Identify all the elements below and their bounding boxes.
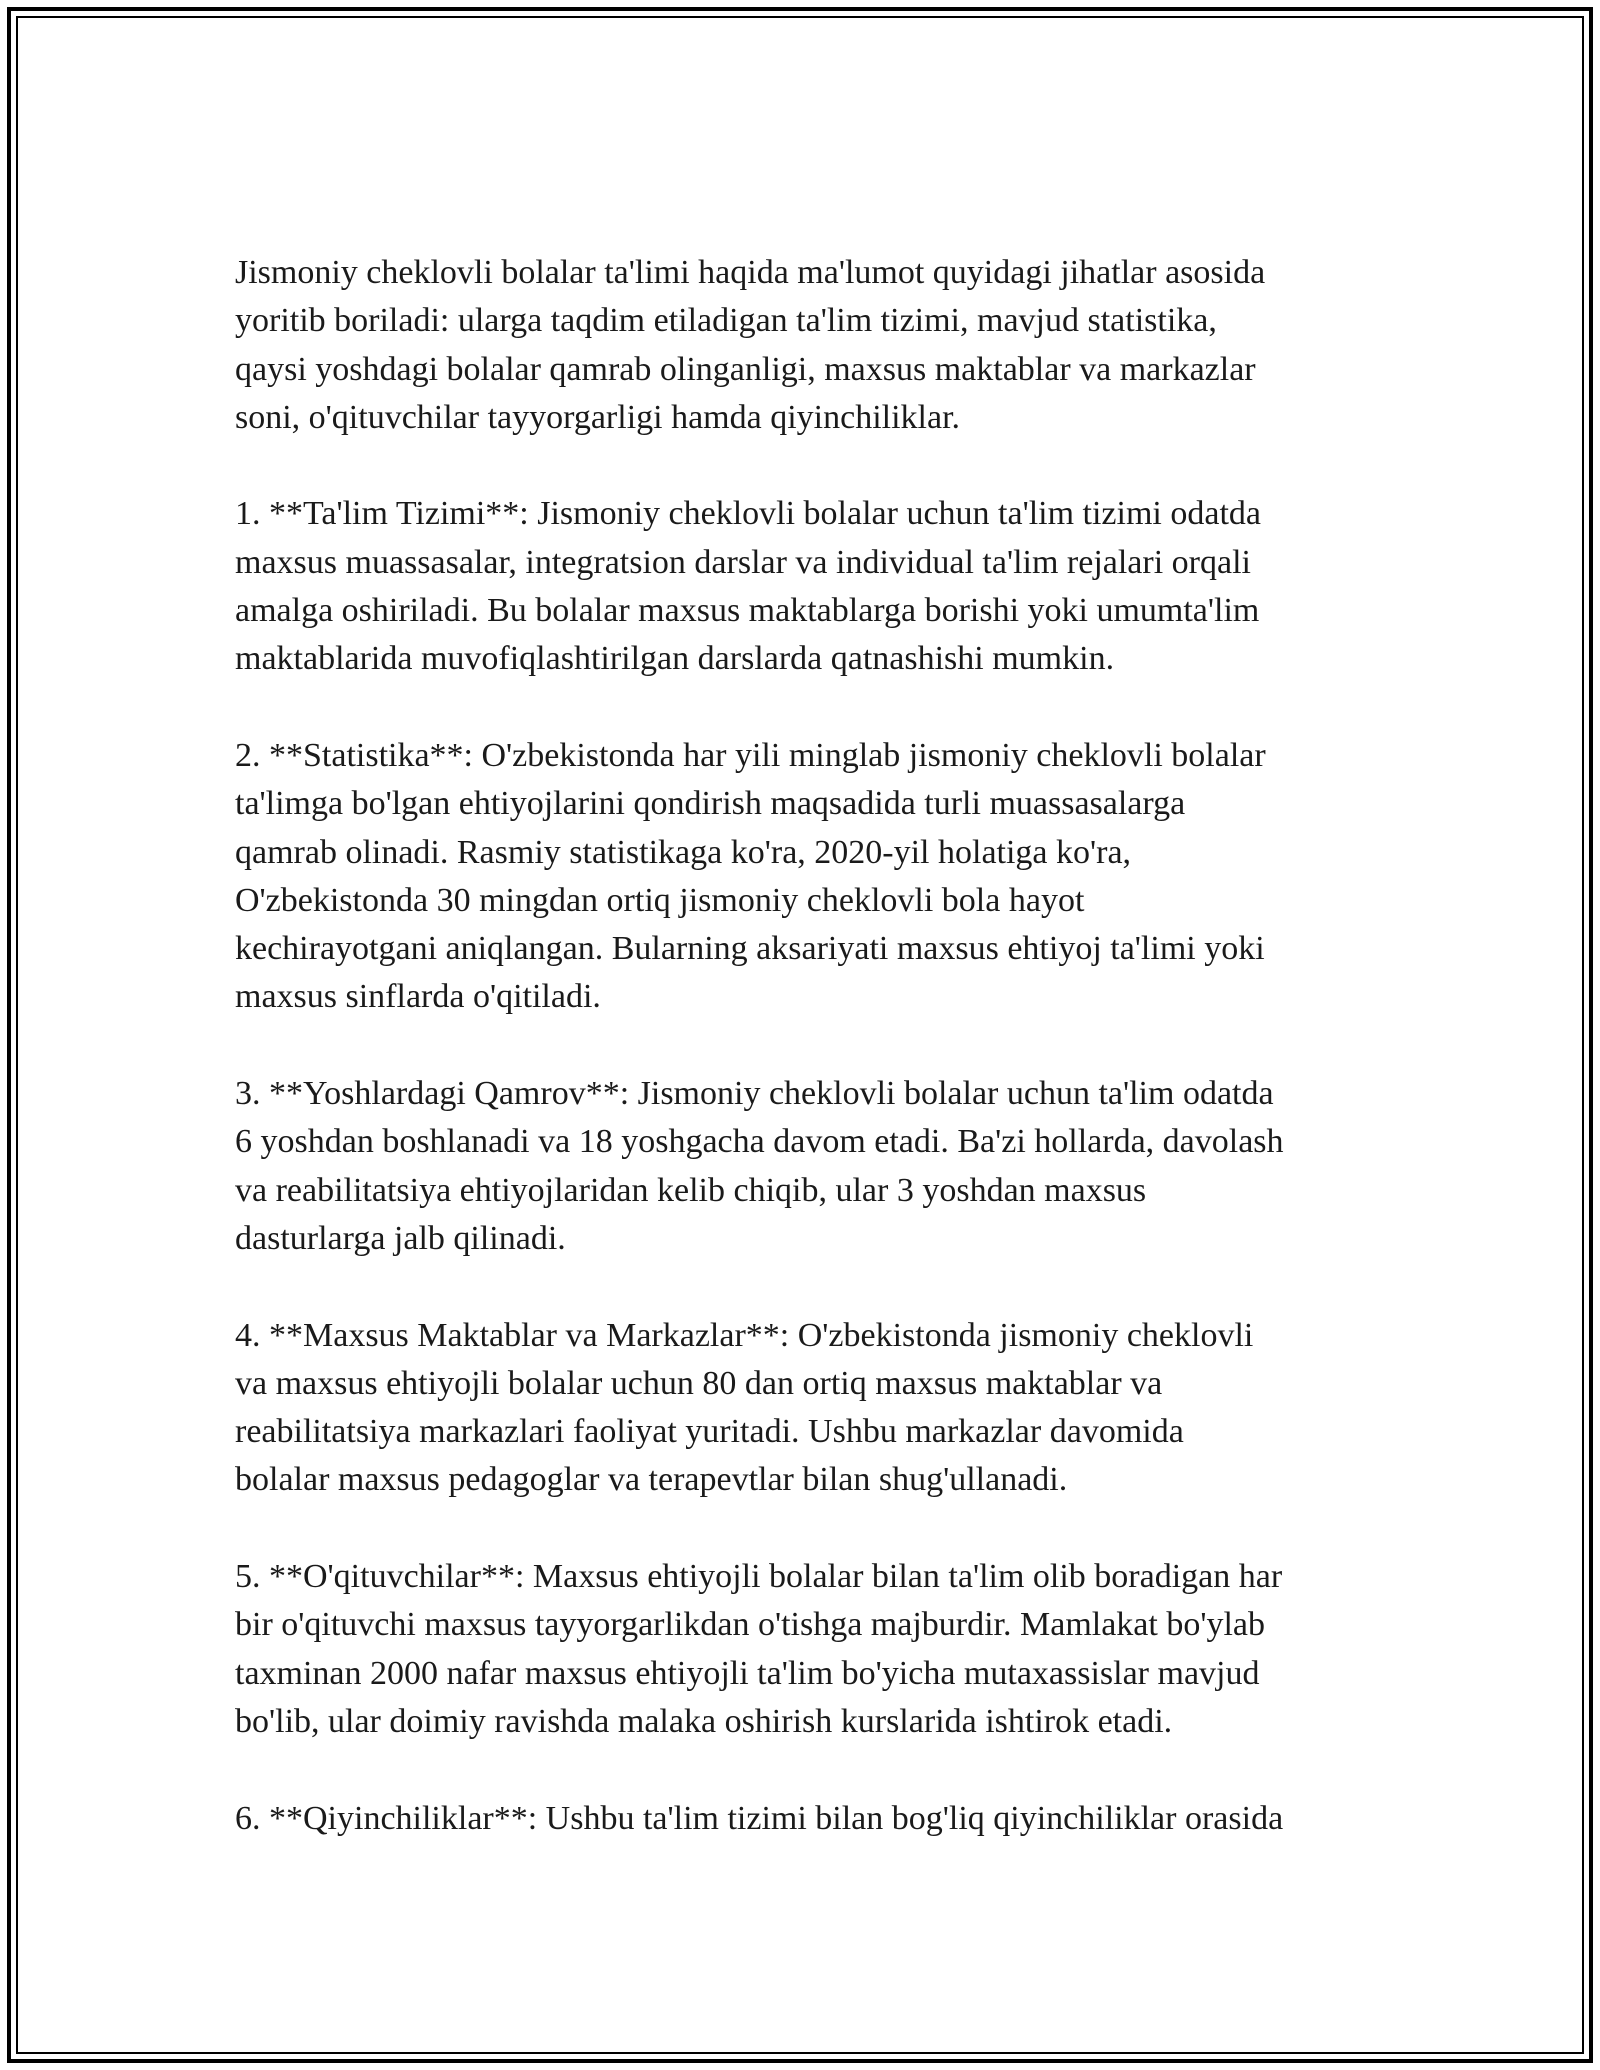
section-yoshlardagi-qamrov: 3. **Yoshlardagi Qamrov**: Jismoniy cheklovli bolalar uchun ta'lim odatda 6 yoshdan boshlanadi va 18 yoshgacha davom etadi. Ba'zi hollarda, davolash va reabilitatsiya ehtiyojlaridan kelib chiqib, ular 3 yoshdan maxsus dasturlarga jalb qilinadi. bbox=[235, 1075, 1284, 1257]
section-maxsus-maktablar: 4. **Maxsus Maktablar va Markazlar**: O'zbekistonda jismoniy cheklovli va maxsus ehtiyojli bolalar uchun 80 dan ortiq maxsus maktablar va reabilitatsiya markazlari faoliyat yuritadi. Ushbu markazlar davomida bolalar maxsus pedagoglar va terapevtlar bilan shug'ullanadi. bbox=[235, 1316, 1254, 1499]
intro-paragraph: Jismoniy cheklovli bolalar ta'limi haqida ma'lumot quyidagi jihatlar asosida yoritib boriladi: ularga taqdim etiladigan ta'lim tizimi, mavjud statistika, qaysi yoshdagi bolalar qamrab olinganligi, maxsus maktablar va markazlar soni, o'qituvchilar tayyorgarligi hamda qiyinchiliklar. bbox=[235, 254, 1266, 436]
section-qiyinchiliklar: 6. **Qiyinchiliklar**: Ushbu ta'lim tizimi bilan bog'liq qiyinchiliklar orasida bbox=[235, 1799, 1284, 1837]
section-talim-tizimi: 1. **Ta'lim Tizimi**: Jismoniy cheklovli bolalar uchun ta'lim tizimi odatda maxsus muassasalar, integratsion darslar va individual ta'lim rejalari orqali amalga oshiriladi. Bu bolalar maxsus maktablarga borishi yoki umumta'lim maktablarida muvofiqlashtirilgan darslarda qatnashishi mumkin. bbox=[235, 495, 1261, 678]
document-body bbox=[235, 249, 1375, 1891]
section-statistika: 2. **Statistika**: O'zbekistonda har yili minglab jismoniy cheklovli bolalar ta'limga bo'lgan ehtiyojlarini qondirish maqsadida turli muassasalarga qamrab olinadi. Rasmiy statistikaga ko'ra, 2020-yil holatiga ko'ra, O'zbekistonda 30 mingdan ortiq jismoniy cheklovli bola hayot kechirayotgani aniqlangan. Bularning aksariyati maxsus ehtiyoj ta'limi yoki maxsus sinflarda o'qitiladi. bbox=[235, 736, 1266, 1016]
section-oqituvchilar: 5. **O'qituvchilar**: Maxsus ehtiyojli bolalar bilan ta'lim olib boradigan har bir o'qituvchi maxsus tayyorgarlikdan o'tishga majburdir. Mamlakat bo'ylab taxminan 2000 nafar maxsus ehtiyojli ta'lim bo'yicha mutaxassislar mavjud bo'lib, ular doimiy ravishda malaka oshirish kurslarida ishtirok etadi. bbox=[235, 1558, 1283, 1740]
